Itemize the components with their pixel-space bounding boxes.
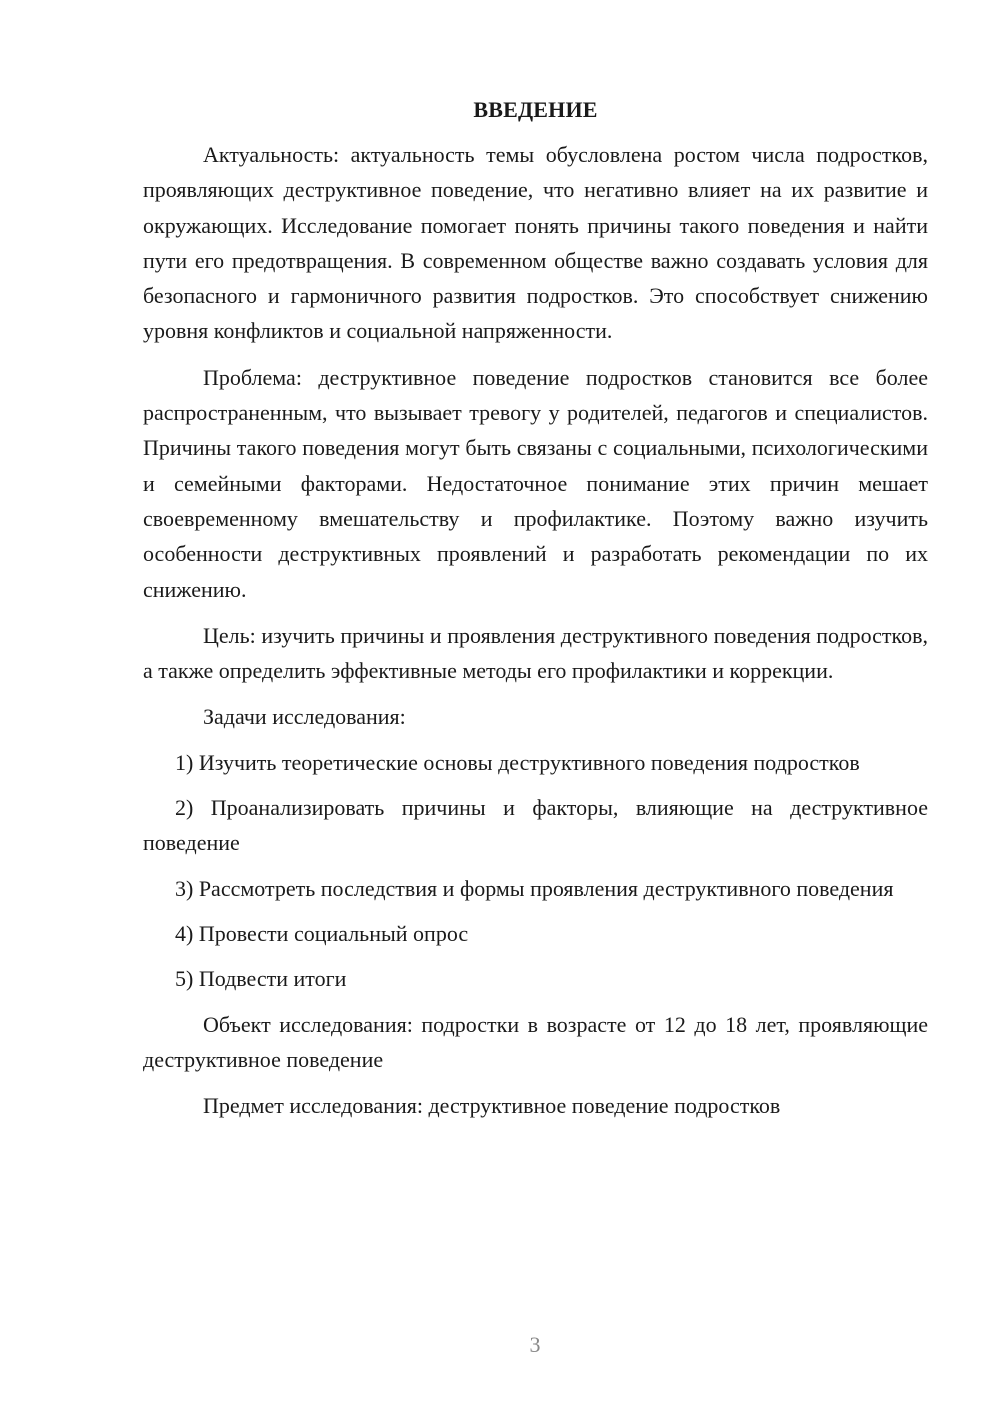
page-content [143,93,928,1123]
task-item: 5) Подвести итоги [175,966,347,992]
task-item: 3) Рассмотреть последствия и формы проявления деструктивного поведения [175,875,894,901]
section-heading: ВВЕДЕНИЕ [473,97,598,122]
object-paragraph: Объект исследования: подростки в возрасте от 12 до 18 лет, проявляющие деструктивное поведение [143,1011,928,1072]
tasks-title: Задачи исследования: [203,704,406,730]
page-number: 3 [529,1332,541,1357]
goal-paragraph: Цель: изучить причины и проявления деструктивного поведения подростков, а также определить эффективные методы его профилактики и коррекции. [143,622,928,684]
task-item: 1) Изучить теоретические основы деструктивного поведения подростков [175,749,860,775]
subject-paragraph: Предмет исследования: деструктивное поведение подростков [203,1093,781,1119]
problem-paragraph: Проблема: деструктивное поведение подростков становится все более распространенным, что вызывает тревогу у родителей, педагогов и специалистов. Причины такого поведения могут быть связаны с социальными, психологическими и семейными факторами. Недостаточное понимание этих причин мешает своевременному вмешательству и профилактике. Поэтому важно изучить особенности деструктивных проявлений и разработать рекомендации по их снижению. [143,364,928,602]
task-item: 4) Провести социальный опрос [175,920,469,946]
relevance-paragraph: Актуальность: актуальность темы обусловлена ростом числа подростков, проявляющих деструктивное поведение, что негативно влияет на их развитие и окружающих. Исследование помогает понять причины такого поведения и найти пути его предотвращения. В современном обществе важно создавать условия для безопасного и гармоничного развития подростков. Это способствует снижению уровня конфликтов и социальной напряженности. [143,142,928,344]
task-item: 2) Проанализировать причины и факторы, влияющие на деструктивное поведение [143,795,928,856]
